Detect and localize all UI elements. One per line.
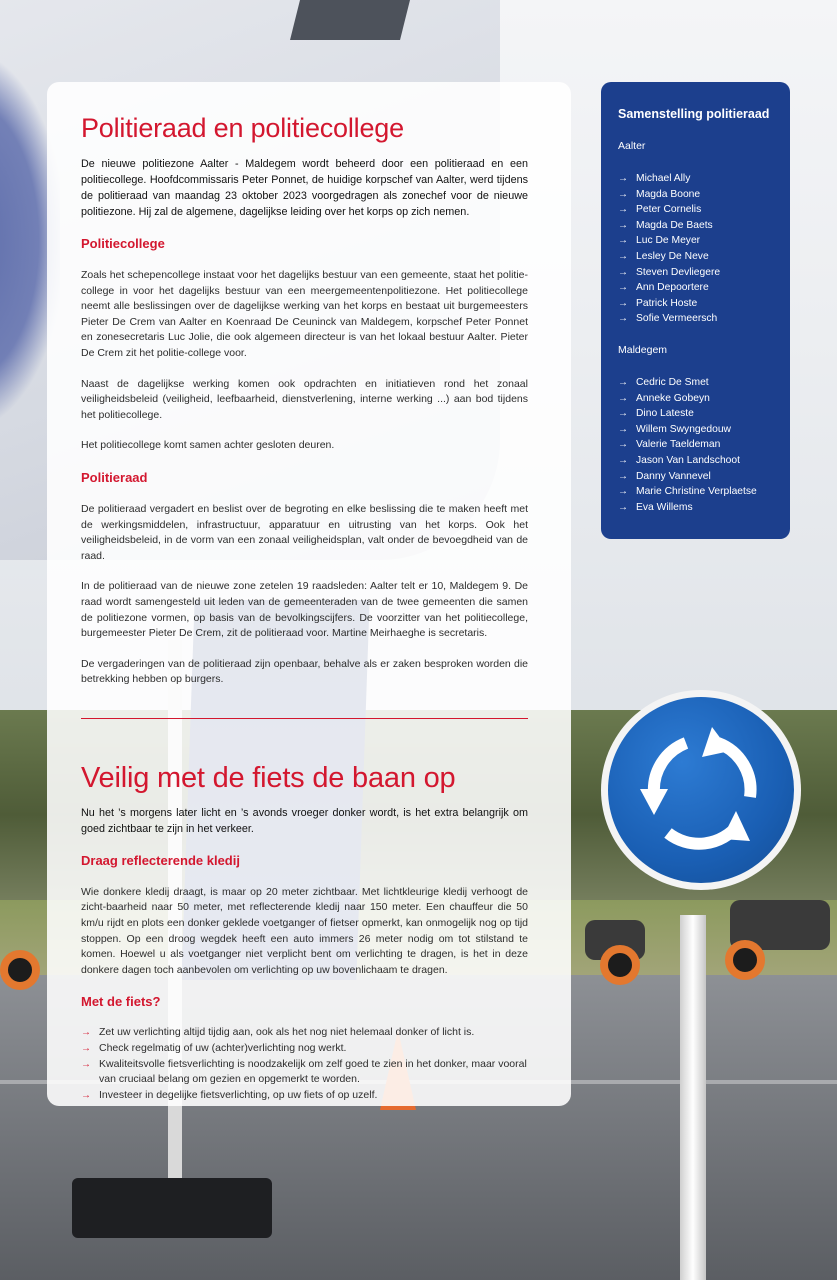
arrow-right-icon: →	[618, 204, 628, 216]
list-item: → Danny Vannevel	[618, 469, 774, 485]
list-item: → Sofie Vermeersch	[618, 311, 774, 327]
members-list-aalter	[618, 171, 774, 327]
section-title-politieraad: Politieraad	[81, 469, 148, 485]
list-item: → Luc De Meyer	[618, 233, 774, 249]
kart-wheel	[0, 950, 40, 990]
kart-wheel	[725, 940, 765, 980]
list-item: → Peter Cornelis	[618, 202, 774, 218]
article2-title: Veilig met de fiets de baan op	[81, 761, 456, 794]
list-item: → Patrick Hoste	[618, 296, 774, 312]
flag-base	[72, 1178, 272, 1238]
arrow-right-icon: →	[618, 173, 628, 184]
arrow-right-icon: →	[618, 235, 628, 247]
arrow-right-icon: →	[81, 1089, 91, 1101]
kledij-paragraph: Wie donkere kledij draagt, is maar op 20 meter zichtbaar. Met lichtkleurige kledij verhoogt de zicht-baarheid naar 50 meter, met reflecterende kledij naar 150 meter. Een chauffeur die 50 km/u rijdt en plots een donker geklede voetganger of fietser opmerkt, kan onmogelijk nog op tijd stoppen. Op een droog wegdek heeft een auto immers 26 meter nodig om tot stilstand te komen. Hoewel u als voetganger niet verplicht bent om verlichting te dragen, is het in deze donkere dagen toch aanbevolen om verlichting op uw bovenlichaam te dragen.	[81, 885, 528, 976]
list-item: → Michael Ally	[618, 171, 774, 187]
list-item: → Investeer in degelijke fietsverlichting, op uw fiets of op uzelf.	[81, 1088, 528, 1104]
list-item: → Magda Boone	[618, 187, 774, 203]
section-title-politiecollege: Politiecollege	[81, 236, 165, 251]
arrow-right-icon: →	[618, 376, 628, 388]
sign-pole	[680, 915, 706, 1280]
bike-tips-list	[81, 1025, 528, 1103]
section-divider	[81, 718, 528, 719]
arrow-right-icon: →	[81, 1043, 91, 1055]
arrow-right-icon: →	[618, 439, 628, 451]
panel-title: Samenstelling politieraad	[618, 107, 770, 121]
content-card	[47, 82, 571, 1106]
town-label-aalter: Aalter	[618, 140, 646, 152]
kart-wheel	[600, 945, 640, 985]
members-list-maldegem	[618, 375, 774, 515]
article1-lead: De nieuwe politiezone Aalter - Maldegem wordt beheerd door een politieraad en een politiecollege. Hoofdcommissaris Peter Ponnet, de huidige korpschef van Aalter, werd tijdens de politieraad van maandag 23 oktober 2023 voorgedragen als zonechef voor de nieuwe politiezone. Hij zal de algemene, dagelijkse leiding over het korps op zich nemen.	[81, 158, 528, 218]
list-item: → Magda De Baets	[618, 218, 774, 234]
arrow-right-icon: →	[618, 250, 628, 262]
politieraad-members-panel	[601, 82, 790, 539]
list-item: → Dino Lateste	[618, 406, 774, 422]
politieraad-paragraph-2: In de politieraad van de nieuwe zone zetelen 19 raadsleden: Aalter telt er 10, Maldegem 9. De raad wordt samengesteld uit leden van de gemeenteraden van de twee gemeenten die samen de politiezone vormen, op basis van de bevolkingscijfers. De voorzitter van het politiecollege, burgemeester Pieter De Crem, zit de politieraad voor. Martine Meirhaeghe is secretaris.	[81, 580, 528, 640]
arrow-right-icon: →	[618, 454, 628, 466]
list-item: → Ann Depoortere	[618, 280, 774, 296]
arrow-right-icon: →	[618, 297, 628, 309]
list-item: → Marie Christine Verplaetse	[618, 484, 774, 500]
arrow-right-icon: →	[618, 219, 628, 231]
arrow-right-icon: →	[618, 282, 628, 294]
roundabout-arrows-icon	[626, 715, 776, 865]
arrow-right-icon: →	[81, 1058, 91, 1070]
politiecollege-paragraph-3: Het politiecollege komt samen achter gesloten deuren.	[81, 439, 335, 452]
arrow-right-icon: →	[618, 423, 628, 435]
politiecollege-paragraph-1: Zoals het schepencollege instaat voor het dagelijks bestuur van een gemeente, staat het politie-college in voor het dagelijks bestuur van een meergemeentenpolitiezone. Het politiecollege neemt alle beslissingen over de dagelijkse werking van het korps en bestaat uit burgemeesters Pieter De Crem van Aalter en Koenraad De Ceuninck van Maldegem, korpschef Peter Ponnet en zonesecretaris Luc Jolie, die ook algemeen directeur is van het lokaal bestuur Aalter. Pieter De Crem zit het politie-college voor.	[81, 269, 528, 359]
list-item: → Check regelmatig of uw (achter)verlichting nog werkt.	[81, 1041, 528, 1057]
list-item: → Jason Van Landschoot	[618, 453, 774, 469]
arrow-right-icon: →	[81, 1027, 91, 1039]
list-item: → Kwaliteitsvolle fietsverlichting is noodzakelijk om zelf goed te zien in het donker, maar vooral van cruciaal belang om gezien en opgemerkt te worden.	[81, 1057, 527, 1086]
list-item: → Eva Willems	[618, 500, 774, 516]
arrow-right-icon: →	[618, 408, 628, 420]
list-item: → Valerie Taeldeman	[618, 437, 774, 453]
list-item: → Lesley De Neve	[618, 249, 774, 265]
list-item: → Anneke Gobeyn	[618, 391, 774, 407]
arrow-right-icon: →	[618, 470, 628, 482]
van-window	[290, 0, 420, 40]
list-item: → Cedric De Smet	[618, 375, 774, 391]
politieraad-paragraph-3: De vergaderingen van de politieraad zijn openbaar, behalve als er zaken besproken worden die betrekking hebben op burgers.	[81, 657, 528, 686]
arrow-right-icon: →	[618, 266, 628, 278]
list-item: → Steven Devliegere	[618, 265, 774, 281]
article1-title: Politieraad en politiecollege	[81, 113, 404, 143]
section-title-reflecterende-kledij: Draag reflecterende kledij	[81, 852, 240, 868]
arrow-right-icon: →	[618, 486, 628, 498]
politiecollege-paragraph-2: Naast de dagelijkse werking komen ook opdrachten en initiatieven rond het zonaal veiligheidsbeleid (veiligheid, leefbaarheid, dienstverlening, interne werking ...) aan bod tijdens het politiecollege.	[81, 377, 528, 421]
arrow-right-icon: →	[618, 501, 628, 513]
arrow-right-icon: →	[618, 188, 628, 200]
politieraad-paragraph-1: De politieraad vergadert en beslist over de begroting en elke beslissing die te maken heeft met de werkingsmiddelen, infrastructuur, apparatuur en uitrusting van het korps. Ook het veiligheidsbeleid, in de vorm van een zonaal veiligheidsplan, valt onder de bevoegdheid van de raad.	[81, 502, 528, 562]
arrow-right-icon: →	[618, 313, 628, 325]
roundabout-sign-icon	[601, 690, 801, 890]
list-item: → Zet uw verlichting altijd tijdig aan, ook als het nog niet helemaal donker of licht is.	[81, 1025, 528, 1041]
article2-lead: Nu het ’s morgens later licht en ’s avonds vroeger donker wordt, is het extra belangrijk om goed zichtbaar te zijn in het verkeer.	[81, 806, 528, 835]
town-label-maldegem: Maldegem	[618, 343, 668, 356]
list-item: → Willem Swyngedouw	[618, 422, 774, 438]
section-title-met-de-fiets: Met de fiets?	[81, 994, 161, 1010]
arrow-right-icon: →	[618, 392, 628, 404]
